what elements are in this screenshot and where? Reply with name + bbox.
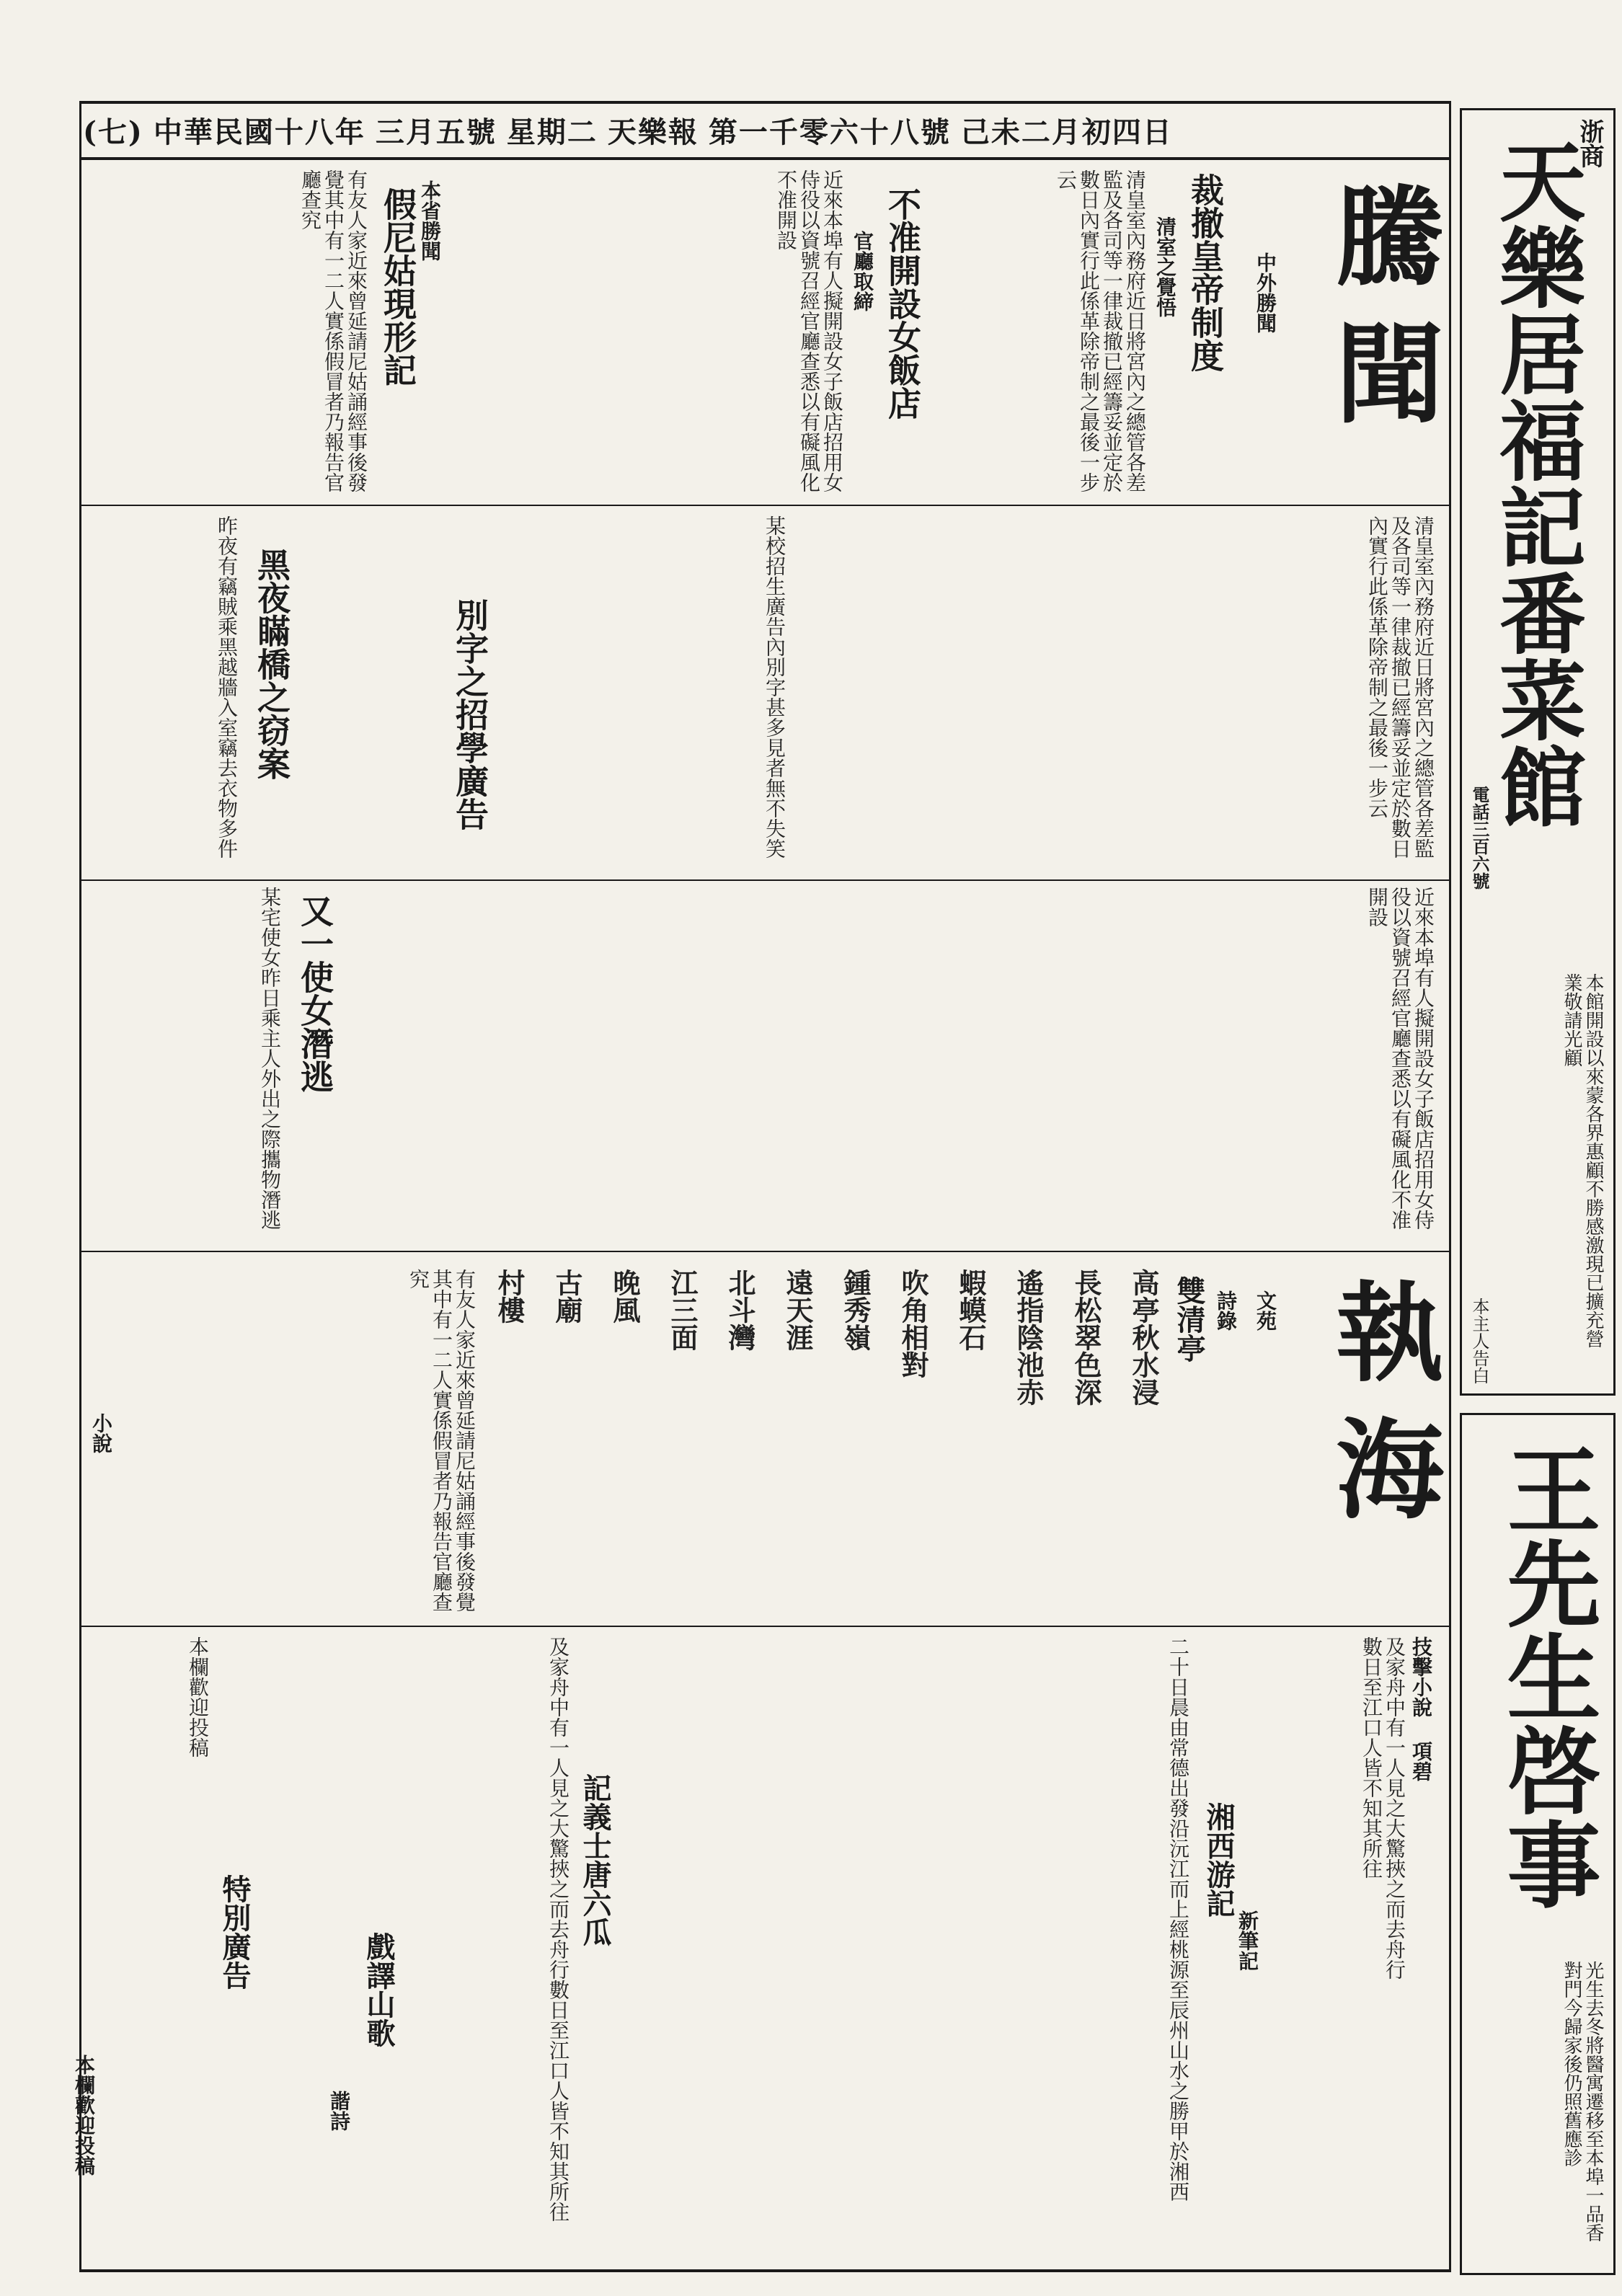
poem-line: 遠天涯 (781, 1269, 814, 1351)
poem-line: 遙指陰池赤 (1012, 1269, 1045, 1406)
poem-line: 蝦蟆石 (954, 1269, 987, 1351)
essay-body: 二十日晨由常德出發沿沅江而上經桃源至辰州山水之勝甲於湘西 (1166, 1636, 1190, 2202)
masthead-part: 中華民國十八年 (153, 115, 365, 149)
poem-line: 吹角相對 (897, 1269, 929, 1378)
top-rule (79, 101, 1449, 104)
article-title: 不准開設女飯店 (883, 187, 922, 420)
poem-line: 村樓 (493, 1269, 526, 1324)
fiction-title: 技擊小說 項碧 (1409, 1636, 1433, 1781)
shop-note: 本館開設以來蒙各界惠顧不勝感激現已擴充營業敬請光顧 (1561, 973, 1604, 1348)
tier-rule-3 (81, 1251, 1449, 1252)
notice-title: 特別廣告 (218, 1874, 252, 1990)
article-body: 某宅使女昨日乘主人外出之際攜物潛逃 (258, 887, 282, 1230)
tier-rule-1 (81, 505, 1449, 506)
poems-label: 詩錄 (1214, 1290, 1238, 1331)
novel-title: 記義士唐六瓜 (578, 1773, 612, 1946)
masthead-part: 己未二月初四日 (960, 115, 1173, 149)
masthead-part: 三月五號 (375, 115, 497, 149)
poem-line: 北斗灣 (724, 1269, 756, 1351)
section-sub-literary: 文苑 (1254, 1290, 1277, 1331)
section-title-domestic: 騰聞 (1317, 180, 1444, 454)
section-title-literary: 執海 (1317, 1276, 1444, 1550)
fiction-body: 及家舟中有一人見之大驚挾之而去舟行數日至江口人皆不知其所往 (546, 1636, 570, 2222)
contrib-note: 本欄歡迎投稿 (72, 2055, 96, 2176)
essay-title: 湘西游記 (1202, 1802, 1236, 1918)
doctor-title: 王先生啓事 (1492, 1442, 1602, 1910)
article-body: 清皇室內務府近日將宮內之總管各差監及各司等一律裁撤已經籌妥並定於數日內實行此係革除帝制之最後一步云 (1365, 515, 1435, 859)
poem-line: 高亭秋水浸 (1127, 1269, 1160, 1406)
section-sub-domestic: 中外勝聞 (1254, 252, 1277, 333)
bottom-rule (79, 2269, 1451, 2272)
masthead-part: 天樂報 (607, 115, 699, 149)
right-frame (1449, 101, 1451, 2271)
article-title: 裁撤皇帝制度 (1186, 173, 1225, 372)
masthead-part: 星期二 (506, 115, 598, 149)
article-body: 昨夜有竊賊乘黑越牆入室竊去衣物多件 (215, 515, 239, 859)
left-frame (79, 101, 81, 2271)
article-body: 有友人家近來曾延請尼姑誦經事後發覺其中有一二人實係假冒者乃報告官廳查究 (298, 169, 368, 492)
poem-line: 長松翠色深 (1070, 1269, 1102, 1406)
masthead-part: 第一千零六十八號 (708, 115, 951, 149)
fiction-body: 及家舟中有一人見之大驚挾之而去舟行數日至江口人皆不知其所往 (1360, 1636, 1406, 1980)
masthead (83, 108, 1438, 151)
songs-title: 戲譯山歌 (362, 1932, 396, 2047)
fiction-label: 小說 (89, 1413, 113, 1453)
shop-phone: 電話三百六號 (1469, 786, 1490, 890)
poem-line: 江三面 (666, 1269, 699, 1351)
article-subtitle: 清室之覺悟 (1153, 216, 1177, 317)
shop-prefix: 浙商 (1575, 119, 1604, 168)
shop-owner: 本主人告白 (1469, 1298, 1489, 1384)
article-body: 某校招生廣告內別字甚多見者無不失笑 (763, 515, 786, 859)
songs-label: 諧詩 (327, 2091, 351, 2131)
article-title: 別字之招學廣告 (451, 598, 489, 830)
article-body: 有友人家近來曾延請尼姑誦經事後發覺其中有一二人實係假冒者乃報告官廳查究 (407, 1269, 477, 1612)
article-body: 近來本埠有人擬開設女子飯店招用女侍役以資號召經官廳查悉以有礙風化不准開設 (1365, 887, 1435, 1230)
essay-label: 新筆記 (1236, 1910, 1259, 1971)
tier-rule-2 (81, 879, 1449, 881)
article-title: 又一使女潛逃 (296, 894, 334, 1093)
masthead-rule (79, 157, 1449, 160)
poem-line: 鍾秀嶺 (839, 1269, 872, 1351)
doctor-note: 光生去冬將醫寓遷移至本埠一品香對門今歸家後仍照舊應診 (1561, 1961, 1604, 2242)
article-subtitle: 本省勝聞 (418, 180, 442, 261)
tier-rule-4 (81, 1626, 1449, 1627)
shop-name: 天樂居福記番菜館 (1485, 137, 1587, 829)
poem-line: 晚風 (608, 1269, 641, 1324)
poem-line: 古廟 (551, 1269, 583, 1324)
article-subtitle: 官廳取締 (851, 231, 874, 311)
article-body: 清皇室內務府近日將宮內之總管各差監及各司等一律裁撤已經籌妥並定於數日內實行此係革除帝制之最後一步云 (1054, 169, 1147, 492)
notice-body: 本欄歡迎投稿 (186, 1636, 210, 1758)
article-body: 近來本埠有人擬開設女子飯店招用女侍役以資號召經官廳查悉以有礙風化不准開設 (774, 169, 844, 492)
article-title: 黑夜瞞橋之窃案 (252, 548, 291, 780)
poem-title: 雙清亭 (1172, 1276, 1206, 1362)
article-title: 假尼姑現形記 (378, 187, 417, 386)
page-number: (七) (83, 115, 143, 149)
